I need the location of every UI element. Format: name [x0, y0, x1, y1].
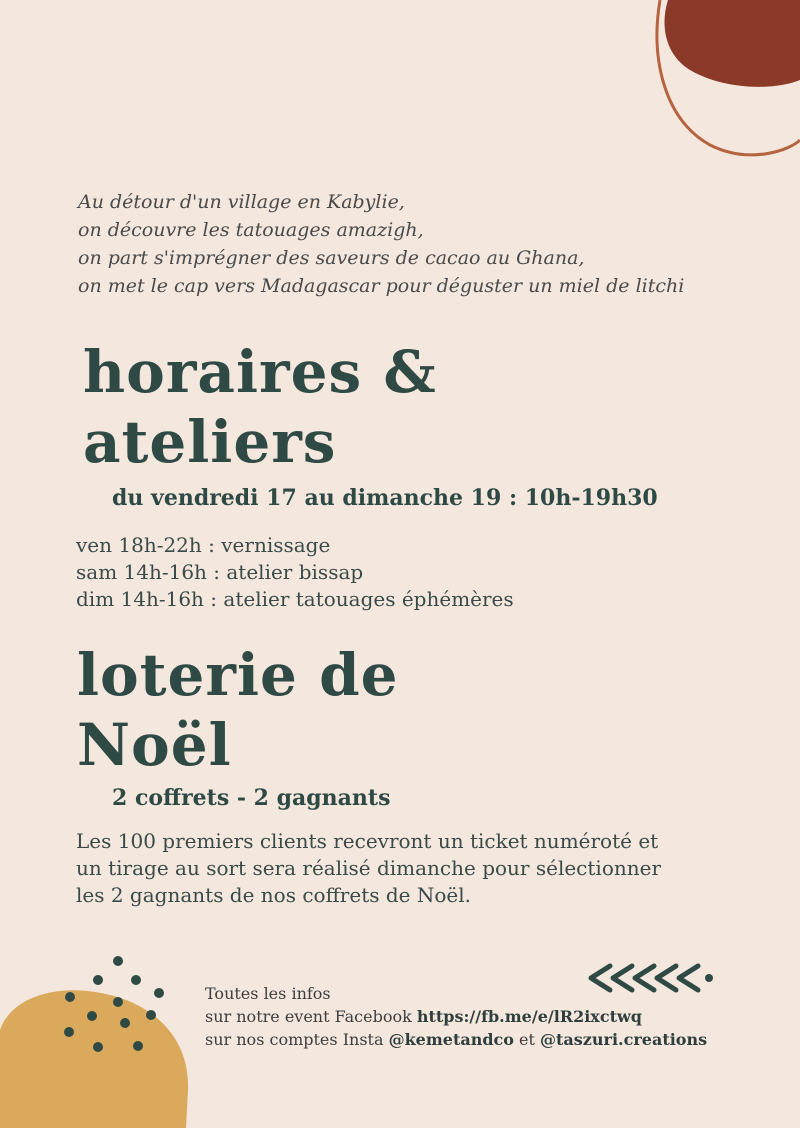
intro-line: on met le cap vers Madagascar pour déguster un miel de litchi — [78, 275, 685, 297]
intro-line: on part s'imprégner des saveurs de cacao au Ghana, — [78, 247, 585, 269]
infos-block — [205, 982, 707, 1051]
intro-line: on découvre les tatouages amazigh, — [78, 219, 424, 241]
infos-facebook — [205, 1005, 707, 1028]
infos-heading: Toutes les infos — [205, 984, 331, 1003]
intro-text — [78, 188, 778, 300]
schedule-item: ven 18h-22h : vernissage — [76, 533, 331, 557]
loterie-title-line: Noël — [77, 711, 232, 779]
infos-facebook-label: sur notre event Facebook — [205, 1007, 417, 1026]
infos-instagram — [205, 1028, 707, 1051]
schedule-item: sam 14h-16h : atelier bissap — [76, 560, 364, 584]
loterie-title-line: loterie de — [77, 641, 399, 709]
infos-separator: et — [513, 1030, 541, 1049]
horaires-title — [83, 337, 437, 477]
loterie-text-line: un tirage au sort sera réalisé dimanche pour sélectionner — [76, 856, 662, 880]
instagram-handle-taszuri[interactable]: @taszuri.creations — [540, 1030, 708, 1049]
decorative-blob-top — [0, 0, 800, 200]
dates-subtitle: du vendredi 17 au dimanche 19 : 10h-19h30 — [112, 485, 658, 511]
horaires-title-line: horaires & — [83, 338, 437, 406]
schedule-list — [76, 532, 514, 613]
facebook-link[interactable]: https://fb.me/e/lR2ixctwq — [416, 1007, 642, 1026]
decorative-blob-bottom — [0, 940, 200, 1128]
schedule-item: dim 14h-16h : atelier tatouages éphémères — [76, 587, 514, 611]
intro-line: Au détour d'un village en Kabylie, — [78, 191, 405, 213]
loterie-text-line: les 2 gagnants de nos coffrets de Noël. — [76, 883, 471, 907]
instagram-handle-kemetandco[interactable]: @kemetandco — [388, 1030, 514, 1049]
loterie-text — [76, 828, 756, 909]
horaires-title-line: ateliers — [83, 408, 337, 476]
infos-instagram-label: sur nos comptes Insta — [205, 1030, 389, 1049]
loterie-subtitle: 2 coffrets - 2 gagnants — [112, 785, 391, 811]
loterie-title — [77, 640, 399, 780]
loterie-text-line: Les 100 premiers clients recevront un ticket numéroté et — [76, 829, 659, 853]
